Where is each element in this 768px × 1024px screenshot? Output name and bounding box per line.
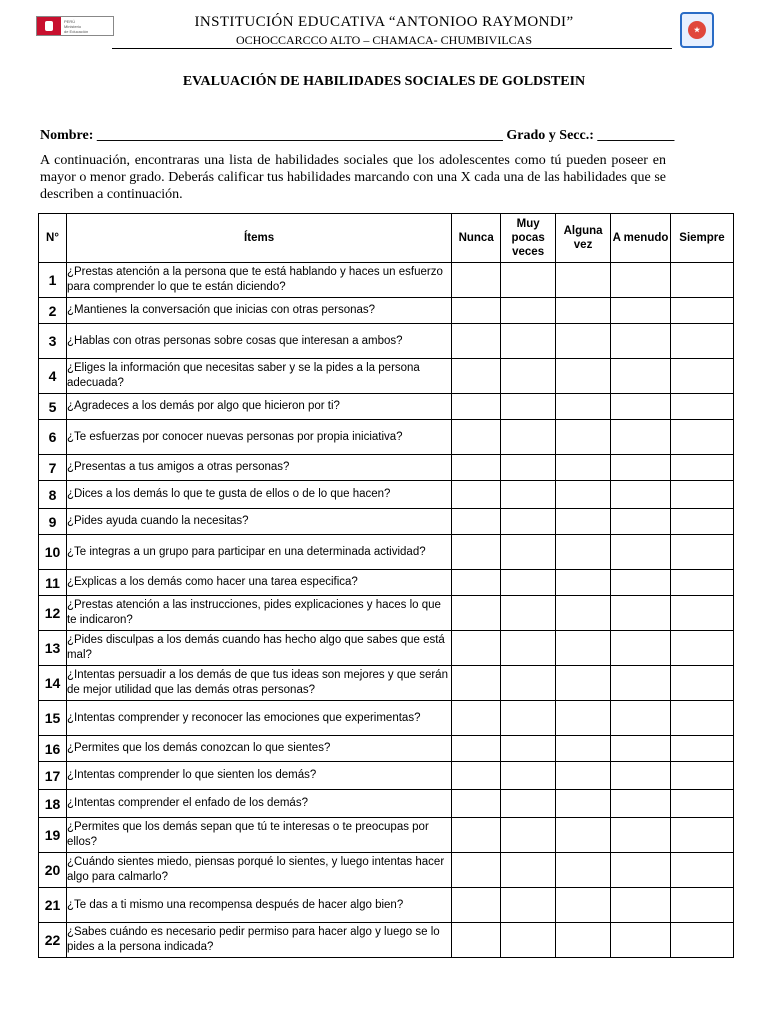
answer-cell-nunca[interactable]	[452, 535, 501, 570]
name-grade-line: Nombre: __________________________________________________________ Grado y Secc.: ___________	[40, 128, 675, 143]
answer-cell-nunca[interactable]	[452, 359, 501, 394]
answer-cell-a-menudo[interactable]	[611, 923, 671, 958]
table-row	[39, 359, 734, 394]
answer-cell-muy-pocas-veces[interactable]	[501, 570, 556, 596]
item-question: ¿Permites que los demás conozcan lo que sientes?	[66, 736, 451, 762]
item-number: 22	[39, 923, 67, 958]
answer-cell-nunca[interactable]	[452, 818, 501, 853]
header-alguna-vez: Alguna vez	[556, 214, 611, 263]
answer-cell-nunca[interactable]	[452, 509, 501, 535]
school-location: OCHOCCARCCO ALTO – CHAMACA- CHUMBIVILCAS	[235, 33, 533, 47]
answer-cell-muy-pocas-veces[interactable]	[501, 324, 556, 359]
item-number: 9	[39, 509, 67, 535]
table-row	[39, 298, 734, 324]
answer-cell-alguna-vez[interactable]	[556, 324, 611, 359]
answer-cell-siempre[interactable]	[670, 535, 733, 570]
item-number: 18	[39, 790, 67, 818]
answer-cell-siempre[interactable]	[670, 263, 733, 298]
item-number: 5	[39, 394, 67, 420]
answer-cell-nunca[interactable]	[452, 888, 501, 923]
table-row	[39, 535, 734, 570]
answer-cell-muy-pocas-veces[interactable]	[501, 762, 556, 790]
answer-cell-nunca[interactable]	[452, 790, 501, 818]
answer-cell-siempre[interactable]	[670, 923, 733, 958]
instructions-paragraph: A continuación, encontraras una lista de habilidades sociales que los adolescentes como tú pueden poseer en mayor o menor grado. Deberás calificar tus habilidades marcando con una X cada una de las habilidades que se describen a continuación.	[40, 153, 666, 202]
item-question: ¿Eliges la información que necesitas saber y se la pides a la persona adecuada?	[66, 359, 451, 394]
table-row	[39, 509, 734, 535]
answer-cell-siempre[interactable]	[670, 736, 733, 762]
item-number: 6	[39, 420, 67, 455]
answer-cell-muy-pocas-veces[interactable]	[501, 298, 556, 324]
answer-cell-alguna-vez[interactable]	[556, 509, 611, 535]
answer-cell-muy-pocas-veces[interactable]	[501, 818, 556, 853]
answer-cell-siempre[interactable]	[670, 762, 733, 790]
answer-cell-siempre[interactable]	[670, 455, 733, 481]
answer-cell-nunca[interactable]	[452, 570, 501, 596]
answer-cell-nunca[interactable]	[452, 298, 501, 324]
item-number: 2	[39, 298, 67, 324]
table-header-row	[39, 214, 734, 263]
item-number: 1	[39, 263, 67, 298]
answer-cell-alguna-vez[interactable]	[556, 853, 611, 888]
item-question: ¿Permites que los demás sepan que tú te interesas o te preocupas por ellos?	[66, 818, 451, 853]
answer-cell-a-menudo[interactable]	[611, 394, 671, 420]
answer-cell-a-menudo[interactable]	[611, 631, 671, 666]
header-items: Ítems	[66, 214, 451, 263]
table-row	[39, 790, 734, 818]
school-name: INSTITUCIÓN EDUCATIVA “ANTONIOO RAYMONDI”	[194, 14, 574, 30]
item-question: ¿Sabes cuándo es necesario pedir permiso para hacer algo y luego se lo pides a la persona indicada?	[66, 923, 451, 958]
answer-cell-nunca[interactable]	[452, 701, 501, 736]
answer-cell-muy-pocas-veces[interactable]	[501, 631, 556, 666]
answer-cell-muy-pocas-veces[interactable]	[501, 596, 556, 631]
table-row	[39, 762, 734, 790]
answer-cell-alguna-vez[interactable]	[556, 481, 611, 509]
logo-text-peru: PERÚ	[64, 18, 76, 24]
answer-cell-siempre[interactable]	[670, 570, 733, 596]
table-row	[39, 631, 734, 666]
answer-cell-a-menudo[interactable]	[611, 481, 671, 509]
item-question: ¿Dices a los demás lo que te gusta de ellos o de lo que hacen?	[66, 481, 451, 509]
answer-cell-siempre[interactable]	[670, 818, 733, 853]
answer-cell-alguna-vez[interactable]	[556, 298, 611, 324]
answer-cell-siempre[interactable]	[670, 631, 733, 666]
answer-cell-a-menudo[interactable]	[611, 298, 671, 324]
item-number: 12	[39, 596, 67, 631]
item-question: ¿Cuándo sientes miedo, piensas porqué lo sientes, y luego intentas hacer algo para calmarlo?	[66, 853, 451, 888]
item-question: ¿Te integras a un grupo para participar en una determinada actividad?	[66, 535, 451, 570]
answer-cell-siempre[interactable]	[670, 509, 733, 535]
answer-cell-a-menudo[interactable]	[611, 853, 671, 888]
header-siempre: Siempre	[670, 214, 733, 263]
item-number: 19	[39, 818, 67, 853]
answer-cell-muy-pocas-veces[interactable]	[501, 481, 556, 509]
item-question: ¿Explicas a los demás como hacer una tarea especifica?	[66, 570, 451, 596]
answer-cell-a-menudo[interactable]	[611, 666, 671, 701]
item-number: 10	[39, 535, 67, 570]
table-row	[39, 666, 734, 701]
answer-cell-alguna-vez[interactable]	[556, 596, 611, 631]
answer-cell-muy-pocas-veces[interactable]	[501, 359, 556, 394]
answer-cell-alguna-vez[interactable]	[556, 762, 611, 790]
header-a-menudo: A menudo	[611, 214, 671, 263]
answer-cell-alguna-vez[interactable]	[556, 818, 611, 853]
answer-cell-a-menudo[interactable]	[611, 535, 671, 570]
table-row	[39, 701, 734, 736]
answer-cell-nunca[interactable]	[452, 324, 501, 359]
answer-cell-siempre[interactable]	[670, 701, 733, 736]
answer-cell-nunca[interactable]	[452, 853, 501, 888]
document-title: EVALUACIÓN DE HABILIDADES SOCIALES DE GOLDSTEIN	[182, 74, 586, 89]
answer-cell-siempre[interactable]	[670, 596, 733, 631]
table-row	[39, 324, 734, 359]
item-number: 14	[39, 666, 67, 701]
answer-cell-muy-pocas-veces[interactable]	[501, 736, 556, 762]
answer-cell-nunca[interactable]	[452, 481, 501, 509]
item-question: ¿Presentas a tus amigos a otras personas?	[66, 455, 451, 481]
item-question: ¿Hablas con otras personas sobre cosas que interesan a ambos?	[66, 324, 451, 359]
header-number: N°	[39, 214, 67, 263]
answer-cell-alguna-vez[interactable]	[556, 420, 611, 455]
answer-cell-a-menudo[interactable]	[611, 888, 671, 923]
answer-cell-siempre[interactable]	[670, 420, 733, 455]
answer-cell-a-menudo[interactable]	[611, 736, 671, 762]
answer-cell-muy-pocas-veces[interactable]	[501, 923, 556, 958]
item-question: ¿Mantienes la conversación que inicias con otras personas?	[66, 298, 451, 324]
answer-cell-a-menudo[interactable]	[611, 570, 671, 596]
answer-cell-muy-pocas-veces[interactable]	[501, 420, 556, 455]
item-question: ¿Te esfuerzas por conocer nuevas personas por propia iniciativa?	[66, 420, 451, 455]
answer-cell-siempre[interactable]	[670, 888, 733, 923]
answer-cell-alguna-vez[interactable]	[556, 455, 611, 481]
table-row	[39, 853, 734, 888]
item-number: 4	[39, 359, 67, 394]
answer-cell-nunca[interactable]	[452, 762, 501, 790]
table-row	[39, 888, 734, 923]
item-number: 11	[39, 570, 67, 596]
answer-cell-alguna-vez[interactable]	[556, 570, 611, 596]
answer-cell-nunca[interactable]	[452, 394, 501, 420]
item-question: ¿Intentas comprender el enfado de los demás?	[66, 790, 451, 818]
answer-cell-a-menudo[interactable]	[611, 420, 671, 455]
item-number: 20	[39, 853, 67, 888]
answer-cell-muy-pocas-veces[interactable]	[501, 853, 556, 888]
item-question: ¿Te das a ti mismo una recompensa después de hacer algo bien?	[66, 888, 451, 923]
answer-cell-muy-pocas-veces[interactable]	[501, 509, 556, 535]
answer-cell-muy-pocas-veces[interactable]	[501, 535, 556, 570]
table-row	[39, 481, 734, 509]
item-question: ¿Prestas atención a las instrucciones, pides explicaciones y haces lo que te indicaron?	[66, 596, 451, 631]
answer-cell-siempre[interactable]	[670, 394, 733, 420]
answer-cell-alguna-vez[interactable]	[556, 535, 611, 570]
answer-cell-alguna-vez[interactable]	[556, 888, 611, 923]
item-number: 16	[39, 736, 67, 762]
answer-cell-nunca[interactable]	[452, 263, 501, 298]
answer-cell-alguna-vez[interactable]	[556, 666, 611, 701]
answer-cell-alguna-vez[interactable]	[556, 736, 611, 762]
answer-cell-nunca[interactable]	[452, 596, 501, 631]
answer-cell-nunca[interactable]	[452, 455, 501, 481]
answer-cell-a-menudo[interactable]	[611, 790, 671, 818]
answer-cell-muy-pocas-veces[interactable]	[501, 263, 556, 298]
item-question: ¿Pides disculpas a los demás cuando has hecho algo que sabes que está mal?	[66, 631, 451, 666]
answer-cell-siempre[interactable]	[670, 790, 733, 818]
item-number: 3	[39, 324, 67, 359]
header-divider	[112, 48, 672, 49]
answer-cell-a-menudo[interactable]	[611, 359, 671, 394]
school-header	[130, 14, 638, 48]
item-number: 8	[39, 481, 67, 509]
item-number: 15	[39, 701, 67, 736]
answer-cell-a-menudo[interactable]	[611, 818, 671, 853]
table-row	[39, 923, 734, 958]
answer-cell-muy-pocas-veces[interactable]	[501, 701, 556, 736]
table-row	[39, 596, 734, 631]
header-nunca: Nunca	[452, 214, 501, 263]
item-question: ¿Intentas comprender y reconocer las emociones que experimentas?	[66, 701, 451, 736]
answer-cell-a-menudo[interactable]	[611, 701, 671, 736]
answer-cell-alguna-vez[interactable]	[556, 790, 611, 818]
answer-cell-muy-pocas-veces[interactable]	[501, 455, 556, 481]
answer-cell-a-menudo[interactable]	[611, 324, 671, 359]
item-question: ¿Agradeces a los demás por algo que hicieron por ti?	[66, 394, 451, 420]
table-row	[39, 570, 734, 596]
answer-cell-nunca[interactable]	[452, 420, 501, 455]
answer-cell-a-menudo[interactable]	[611, 762, 671, 790]
answer-cell-siempre[interactable]	[670, 359, 733, 394]
answer-cell-siempre[interactable]	[670, 666, 733, 701]
logo-text-educacion: de Educación	[64, 28, 89, 34]
item-number: 21	[39, 888, 67, 923]
answer-cell-alguna-vez[interactable]	[556, 701, 611, 736]
answer-cell-nunca[interactable]	[452, 631, 501, 666]
table-row	[39, 394, 734, 420]
logo-text-ministerio: Ministerio	[64, 23, 82, 29]
answer-cell-alguna-vez[interactable]	[556, 263, 611, 298]
item-question: ¿Prestas atención a la persona que te está hablando y haces un esfuerzo para comprender lo que te están diciendo?	[66, 263, 451, 298]
answer-cell-a-menudo[interactable]	[611, 509, 671, 535]
school-logo	[680, 12, 714, 48]
answer-cell-nunca[interactable]	[452, 736, 501, 762]
answer-cell-alguna-vez[interactable]	[556, 359, 611, 394]
item-question: ¿Intentas comprender lo que sienten los demás?	[66, 762, 451, 790]
answer-cell-muy-pocas-veces[interactable]	[501, 790, 556, 818]
peru-shield-icon	[37, 17, 61, 35]
item-question: ¿Pides ayuda cuando la necesitas?	[66, 509, 451, 535]
answer-cell-a-menudo[interactable]	[611, 263, 671, 298]
answer-cell-alguna-vez[interactable]	[556, 394, 611, 420]
answer-cell-siempre[interactable]	[670, 853, 733, 888]
answer-cell-a-menudo[interactable]	[611, 596, 671, 631]
answer-cell-siempre[interactable]	[670, 324, 733, 359]
table-row	[39, 455, 734, 481]
answer-cell-muy-pocas-veces[interactable]	[501, 666, 556, 701]
skills-table	[38, 213, 734, 958]
ministerio-logo	[36, 16, 114, 36]
answer-cell-muy-pocas-veces[interactable]	[501, 888, 556, 923]
answer-cell-nunca[interactable]	[452, 923, 501, 958]
answer-cell-siempre[interactable]	[670, 481, 733, 509]
item-question: ¿Intentas persuadir a los demás de que tus ideas son mejores y que serán de mejor utilidad que las demás otras personas?	[66, 666, 451, 701]
answer-cell-muy-pocas-veces[interactable]	[501, 394, 556, 420]
answer-cell-alguna-vez[interactable]	[556, 631, 611, 666]
answer-cell-siempre[interactable]	[670, 298, 733, 324]
answer-cell-nunca[interactable]	[452, 666, 501, 701]
school-emblem-icon: ★	[688, 21, 706, 39]
answer-cell-a-menudo[interactable]	[611, 455, 671, 481]
table-row	[39, 420, 734, 455]
table-row	[39, 263, 734, 298]
header-muy-pocas-veces: Muy pocas veces	[501, 214, 556, 263]
table-row	[39, 818, 734, 853]
table-row	[39, 736, 734, 762]
item-number: 13	[39, 631, 67, 666]
item-number: 7	[39, 455, 67, 481]
answer-cell-alguna-vez[interactable]	[556, 923, 611, 958]
item-number: 17	[39, 762, 67, 790]
